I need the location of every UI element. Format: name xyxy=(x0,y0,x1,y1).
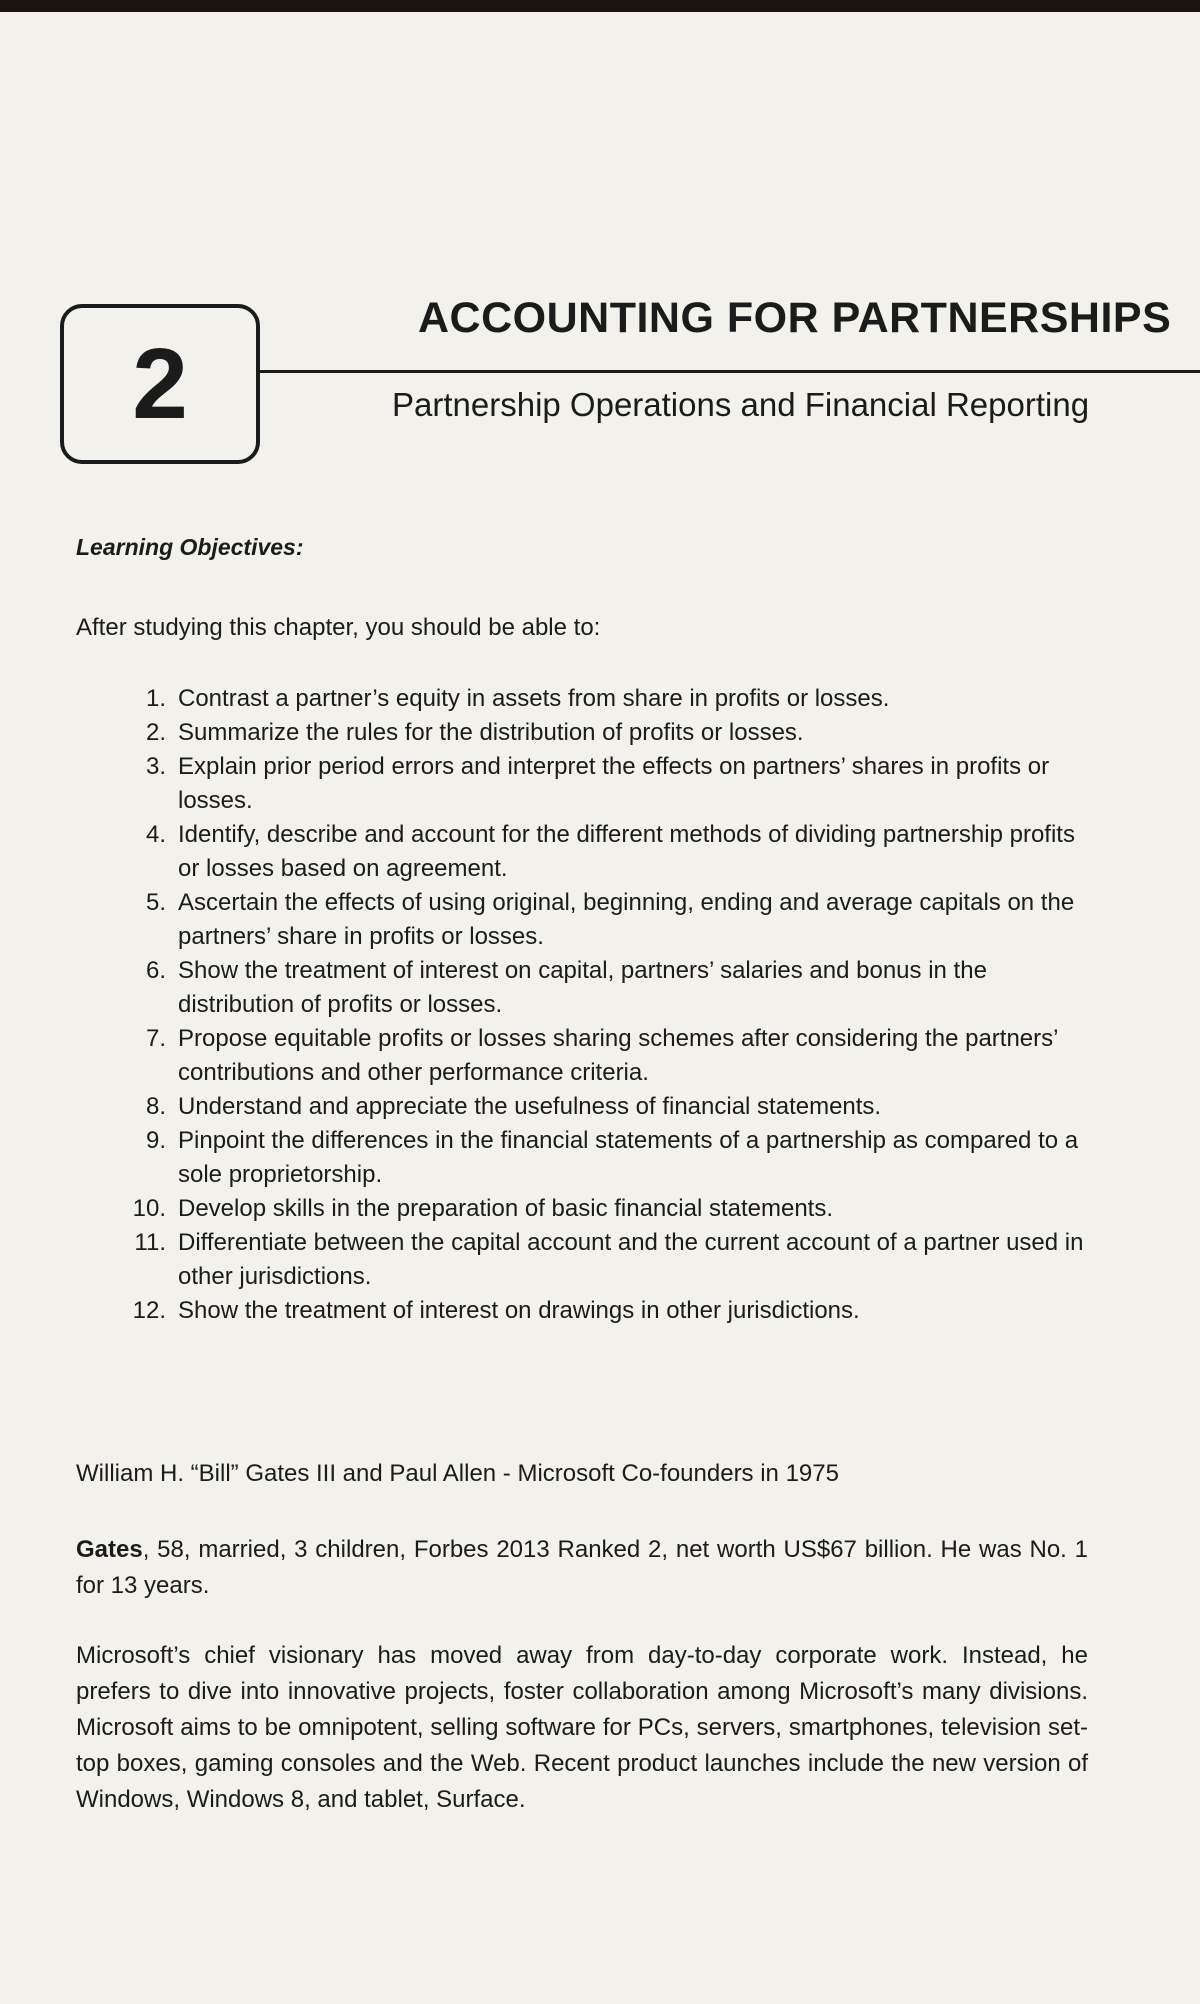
objective-item xyxy=(100,886,1100,954)
objective-number: 6. xyxy=(145,957,166,984)
objective-text: Ascertain the effects of using original, beginning, ending and average capitals on the partners’ share in profits or losses. xyxy=(178,889,1075,950)
objective-text: Show the treatment of interest on drawings in other jurisdictions. xyxy=(178,1297,860,1324)
objective-text: Contrast a partner’s equity in assets from share in profits or losses. xyxy=(178,685,890,712)
microsoft-paragraph: Microsoft’s chief visionary has moved away from day-to-day corporate work. Instead, he prefers to dive into innovative projects, foster collaboration among Microsoft’s many divisions. Microsoft aims to be omnipotent, selling software for PCs, servers, smartphones, television set-top boxes, gaming consoles and the Web. Recent product launches include the new version of Windows, Windows 8, and tablet, Surface. xyxy=(76,1642,1088,1813)
founders-caption: William H. “Bill” Gates III and Paul Allen - Microsoft Co-founders in 1975 xyxy=(76,1460,839,1487)
objective-number: 1. xyxy=(145,685,166,712)
objective-number: 7. xyxy=(145,1025,166,1052)
objective-number: 8. xyxy=(145,1093,166,1120)
objective-number: 11. xyxy=(134,1229,166,1256)
chapter-number: 2 xyxy=(132,328,188,440)
objective-item xyxy=(100,1090,1100,1124)
objective-item xyxy=(100,818,1100,886)
objective-text: Summarize the rules for the distribution of profits or losses. xyxy=(178,719,804,746)
objective-text: Identify, describe and account for the different methods of dividing partnership profits or losses based on agreement. xyxy=(178,821,1075,882)
gates-name: Gates xyxy=(76,1536,143,1563)
objective-item xyxy=(100,716,1100,750)
chapter-title: ACCOUNTING FOR PARTNERSHIPS xyxy=(418,294,1172,342)
objectives-list xyxy=(100,682,1100,1328)
gates-details: , 58, married, 3 children, Forbes 2013 Ranked 2, net worth US$67 billion. He was No. 1 for 13 years. xyxy=(76,1536,1088,1599)
objective-item xyxy=(100,1022,1100,1090)
objective-item xyxy=(100,750,1100,818)
objective-text: Propose equitable profits or losses sharing schemes after considering the partners’ contributions and other performance criteria. xyxy=(178,1025,1058,1086)
objective-text: Differentiate between the capital account and the current account of a partner used in other jurisdictions. xyxy=(178,1229,1084,1290)
objective-text: Show the treatment of interest on capital, partners’ salaries and bonus in the distribution of profits or losses. xyxy=(178,957,987,1018)
objective-number: 12. xyxy=(132,1297,166,1324)
objective-text: Develop skills in the preparation of basic financial statements. xyxy=(178,1195,834,1222)
objective-number: 5. xyxy=(145,889,166,916)
objective-number: 9. xyxy=(145,1127,166,1154)
objectives-intro: After studying this chapter, you should be able to: xyxy=(76,614,601,641)
objective-number: 4. xyxy=(145,821,166,848)
header-rule xyxy=(260,370,1200,373)
document-page xyxy=(0,12,1200,2004)
objective-item xyxy=(100,1294,1100,1328)
chapter-number-box xyxy=(60,304,260,464)
objective-item xyxy=(100,1124,1100,1192)
objective-item xyxy=(100,1226,1100,1294)
objective-item xyxy=(100,954,1100,1022)
objective-number: 3. xyxy=(145,753,166,780)
objective-text: Understand and appreciate the usefulness of financial statements. xyxy=(178,1093,882,1120)
objective-number: 10. xyxy=(132,1195,166,1222)
learning-objectives-heading: Learning Objectives: xyxy=(76,534,304,560)
objective-item xyxy=(100,1192,1100,1226)
gates-paragraph xyxy=(76,1532,1088,1604)
objective-item xyxy=(100,682,1100,716)
objective-text: Pinpoint the differences in the financial statements of a partnership as compared to a sole proprietorship. xyxy=(178,1127,1079,1188)
objective-number: 2. xyxy=(145,719,166,746)
objective-text: Explain prior period errors and interpret the effects on partners’ shares in profits or losses. xyxy=(178,753,1050,814)
chapter-subtitle: Partnership Operations and Financial Reporting xyxy=(392,386,1090,423)
